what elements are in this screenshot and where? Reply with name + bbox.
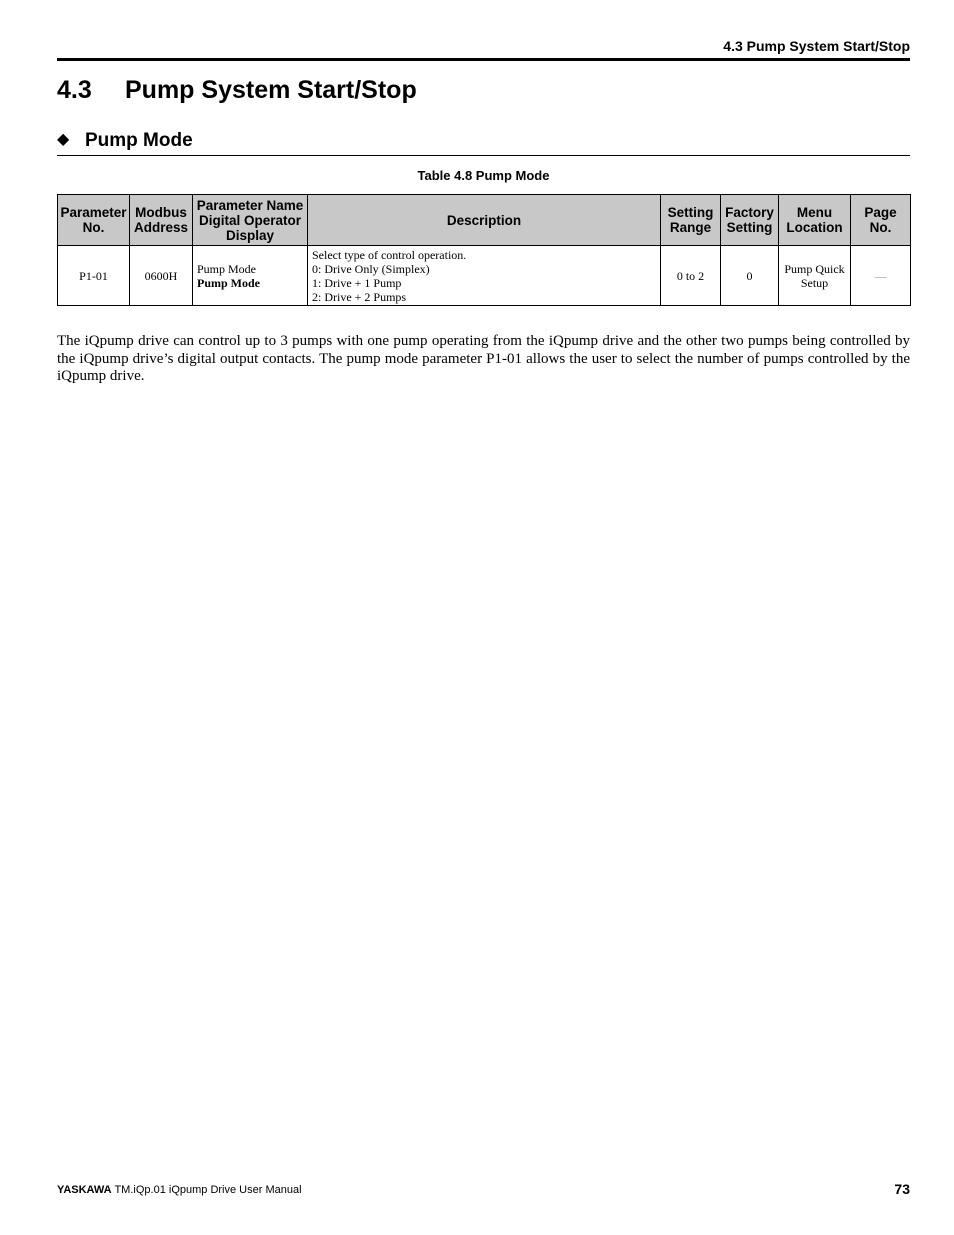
- section-title-text: Pump System Start/Stop: [125, 76, 417, 104]
- section-number: 4.3: [57, 76, 92, 104]
- table-row: [58, 246, 911, 306]
- header-setting-range: Setting Range: [661, 195, 721, 246]
- body-paragraph: The iQpump drive can control up to 3 pumps with one pump operating from the iQpump drive and the other two pumps being controlled by the iQpump drive’s digital output contacts. The pump mode parameter P1-01 allows the user to select the number of pumps controlled by the iQpump drive.: [57, 333, 910, 384]
- subsection-rule: [57, 155, 910, 156]
- subsection-heading: [57, 130, 193, 152]
- header-description: Description: [308, 195, 661, 246]
- cell-menu-location: Pump Quick Setup: [779, 246, 851, 306]
- cell-parameter-no: P1-01: [58, 246, 130, 306]
- header-menu-location: Menu Location: [779, 195, 851, 246]
- header-parameter-name: Parameter Name Digital Operator Display: [193, 195, 308, 246]
- running-header: 4.3 Pump System Start/Stop: [723, 38, 910, 54]
- page-number: 73: [894, 1181, 910, 1197]
- cell-factory-setting: 0: [721, 246, 779, 306]
- footer-manual-title: TM.iQp.01 iQpump Drive User Manual: [111, 1184, 302, 1196]
- header-parameter-no: Parameter No.: [58, 195, 130, 246]
- parameter-name-text: Pump Mode: [197, 261, 257, 276]
- cell-modbus-address: 0600H: [130, 246, 193, 306]
- diamond-bullet-icon: ◆: [57, 131, 70, 148]
- section-title: [57, 76, 417, 105]
- header-factory-setting: Factory Setting: [721, 195, 779, 246]
- table-header-row: [58, 195, 911, 246]
- subsection-title: Pump Mode: [85, 130, 193, 151]
- header-page-no: Page No.: [851, 195, 911, 246]
- footer-brand: YASKAWA: [57, 1184, 112, 1196]
- parameter-table: [57, 194, 911, 306]
- footer: [57, 1184, 302, 1196]
- header-rule: [57, 58, 910, 61]
- cell-parameter-name: [193, 246, 308, 306]
- table-caption: Table 4.8 Pump Mode: [417, 168, 550, 183]
- cell-setting-range: 0 to 2: [661, 246, 721, 306]
- cell-description: Select type of control operation. 0: Drive Only (Simplex) 1: Drive + 1 Pump 2: Drive + 2 Pumps: [308, 246, 661, 306]
- cell-page-no: —: [851, 246, 911, 306]
- header-modbus-address: Modbus Address: [130, 195, 193, 246]
- operator-display-text: Pump Mode: [197, 275, 260, 290]
